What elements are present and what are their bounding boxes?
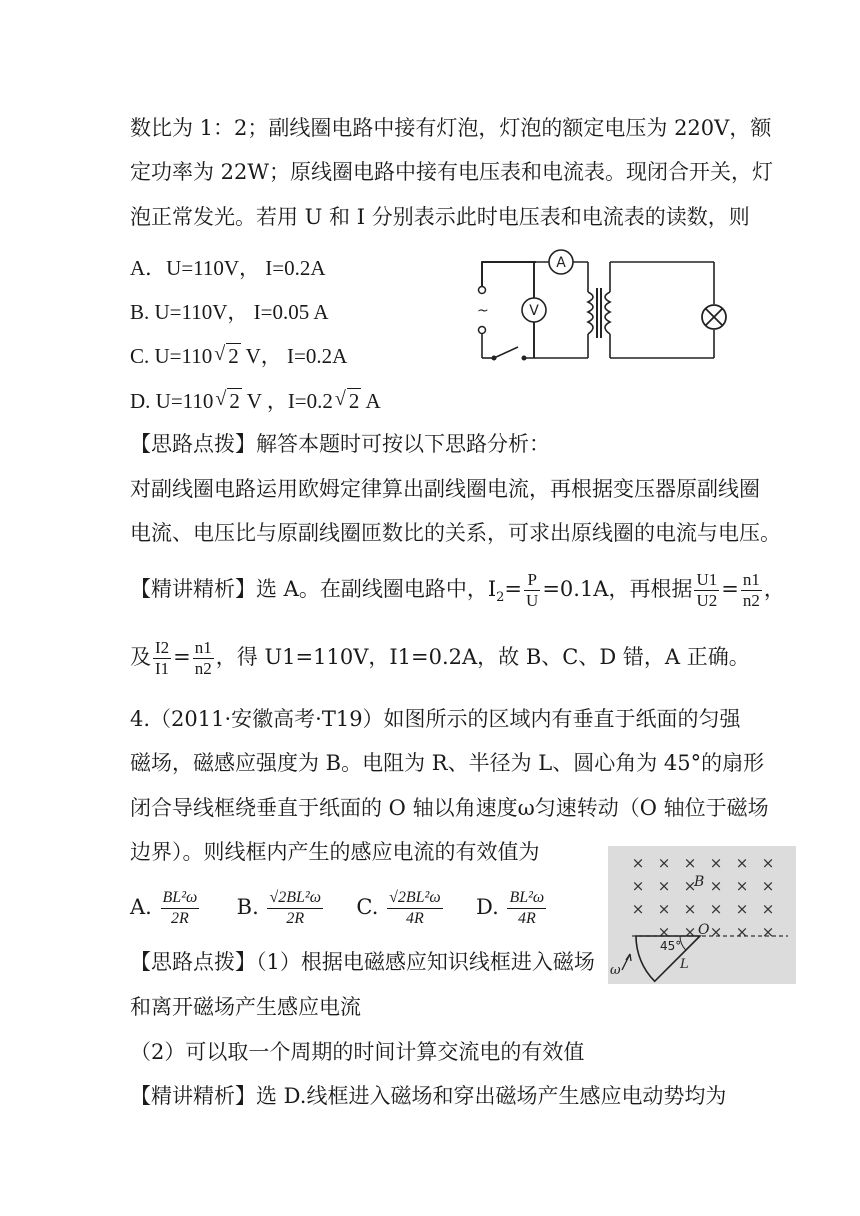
primary-coil-icon — [588, 292, 593, 334]
field-b-label: B — [694, 874, 705, 890]
field-cross: × — [761, 923, 775, 941]
field-cross: × — [761, 854, 775, 872]
text-line-2: 定功率为 22W；原线圈电路中接有电压表和电流表。现闭合开关，灯 — [130, 160, 773, 184]
field-cross: × — [761, 900, 775, 918]
q4-option-d-fraction: $\frac{\text{BL²ω}}{4R}$ — [509, 889, 545, 927]
analysis2-b: ，得 U1=110V，I1=0.2A，故 B、C、D 错，A 正确。 — [215, 645, 750, 669]
analysis-text-c: =0.1A，再根据 — [542, 577, 693, 601]
analysis-line-1 — [130, 568, 785, 619]
field-cross: × — [683, 900, 697, 918]
hint-line-2: 对副线圈电路运用欧姆定律算出副线圈电流，再根据变压器原副线圈 — [130, 477, 760, 501]
field-cross: × — [709, 854, 723, 872]
analysis-line-2 — [130, 636, 750, 679]
hint4-label: 【思路点拨】 — [130, 950, 256, 974]
field-cross: × — [657, 900, 671, 918]
subscript: 2 — [496, 590, 505, 606]
hint4-line-1 — [130, 950, 595, 974]
option-c-prefix: C. U=110 — [130, 344, 213, 368]
hint4-line-3: （2）可以取一个周期的时间计算交流电的有效值 — [130, 1040, 585, 1064]
option-a: A．U=110V， I=0.2A — [130, 256, 326, 280]
field-cross: × — [735, 900, 749, 918]
hint-line-3: 电流、电压比与原副线圈匝数比的关系，可求出原线圈的电流与电压。 — [130, 521, 781, 545]
switch-contact-right — [522, 356, 527, 361]
magnetic-field-figure — [608, 846, 796, 984]
field-cross: × — [761, 877, 775, 895]
option-d-prefix: D. U=110 — [130, 389, 214, 413]
q4-option-a-label: A. — [130, 895, 152, 919]
field-cross: × — [735, 877, 749, 895]
analysis2-a: 及 — [130, 645, 151, 669]
fraction-i2-i1: $\frac{I2}{I1}$ — [155, 638, 170, 678]
field-cross: × — [709, 923, 723, 941]
option-d-mid: V ，I=0.2 — [241, 389, 333, 413]
field-cross: × — [709, 900, 723, 918]
voltmeter-label: V — [529, 303, 539, 319]
fraction-n1-n2-b: $\frac{n1}{n2}$ — [194, 638, 212, 678]
terminal-bottom — [479, 327, 486, 334]
sqrt-symbol: √ 2 — [214, 343, 239, 368]
sqrt-symbol: √ 2 — [334, 388, 360, 413]
text-line-1: 数比为 1：2；副线圈电路中接有灯泡，灯泡的额定电压为 220V，额 — [130, 116, 772, 140]
switch-contact-left — [492, 356, 497, 361]
q4-option-c-label: C. — [356, 895, 379, 919]
q4-line-4: 边界）。则线框内产生的感应电流的有效值为 — [130, 840, 540, 864]
circuit-wires — [482, 262, 536, 288]
q4-option-b-label: B. — [236, 895, 259, 919]
q4-option-d-label: D. — [476, 895, 499, 919]
hint4-line-2: 和离开磁场产生感应电流 — [130, 995, 361, 1019]
ac-symbol: ~ — [477, 303, 489, 319]
analysis-end: ， — [763, 577, 785, 601]
q4-line-1: 4.（2011·安徽高考·T19）如图所示的区域内有垂直于纸面的匀强 — [130, 707, 741, 731]
field-cross: × — [631, 900, 645, 918]
option-d-suffix: A — [361, 389, 381, 413]
field-cross: × — [657, 877, 671, 895]
field-cross: × — [709, 877, 723, 895]
fraction-n1-n2: $\frac{n1}{n2}$ — [742, 570, 760, 610]
option-c — [130, 344, 347, 368]
ammeter-label: A — [556, 255, 566, 271]
q4-options — [130, 884, 548, 930]
field-cross: × — [631, 854, 645, 872]
radius-label: L — [680, 957, 689, 972]
field-cross: × — [735, 854, 749, 872]
q4-option-a-fraction: $\frac{\text{BL²ω}}{2R}$ — [162, 889, 198, 927]
field-cross: × — [683, 877, 697, 895]
hint-text: 解答本题时可按以下思路分析： — [256, 432, 550, 456]
fraction-u1-u2: $\frac{U1}{U2}$ — [696, 570, 718, 610]
analysis4-line-1 — [130, 1084, 726, 1108]
field-cross: × — [735, 923, 749, 941]
equals-3: = — [173, 645, 191, 669]
sqrt-symbol: √ 2 — [215, 388, 240, 413]
option-c-suffix: V， I=0.2A — [240, 344, 348, 368]
option-d — [130, 389, 381, 413]
fraction-p-over-u: $\frac{P}{U}$ — [526, 570, 539, 610]
q4-option-c-fraction: $\frac{\text{√2BL²ω}}{4R}$ — [389, 889, 441, 927]
equals: = — [504, 577, 523, 601]
q4-line-2: 磁场，磁感应强度为 B。电阻为 R、半径为 L、圆心角为 45°的扇形 — [130, 751, 765, 775]
analysis4-label: 【精讲精析】 — [130, 1084, 256, 1108]
analysis-text-a: 选 A。在副线圈电路中，I — [256, 577, 497, 601]
analysis4-text: 选 D.线框进入磁场和穿出磁场产生感应电动势均为 — [256, 1084, 727, 1108]
hint4-text: （1）根据电磁感应知识线框进入磁场 — [256, 950, 595, 974]
circuit-main-wires — [482, 262, 536, 288]
q4-option-b-fraction: $\frac{\text{√2BL²ω}}{2R}$ — [269, 889, 322, 927]
angle-label: 45° — [660, 939, 682, 953]
transformer-circuit-diagram — [464, 248, 740, 368]
text-line-3: 泡正常发光。若用 U 和 I 分别表示此时电压表和电流表的读数，则 — [130, 205, 750, 229]
hint-label: 【思路点拨】 — [130, 432, 256, 456]
analysis-label: 【精讲精析】 — [130, 577, 256, 601]
equals-2: = — [721, 577, 739, 601]
axis-o-label: O — [698, 922, 710, 938]
terminal-top — [479, 287, 486, 294]
field-cross: × — [657, 923, 671, 941]
field-cross: × — [683, 854, 697, 872]
field-cross: × — [631, 877, 645, 895]
omega-label: ω — [610, 963, 621, 978]
field-cross: × — [683, 923, 697, 941]
secondary-coil-icon — [605, 292, 610, 334]
field-cross: × — [657, 854, 671, 872]
q4-line-3: 闭合导线框绕垂直于纸面的 O 轴以角速度ω匀速转动（O 轴位于磁场 — [130, 796, 769, 820]
circuit-primary — [482, 262, 536, 290]
option-b: B. U=110V， I=0.05 A — [130, 300, 329, 324]
hint-line-1 — [130, 432, 550, 456]
